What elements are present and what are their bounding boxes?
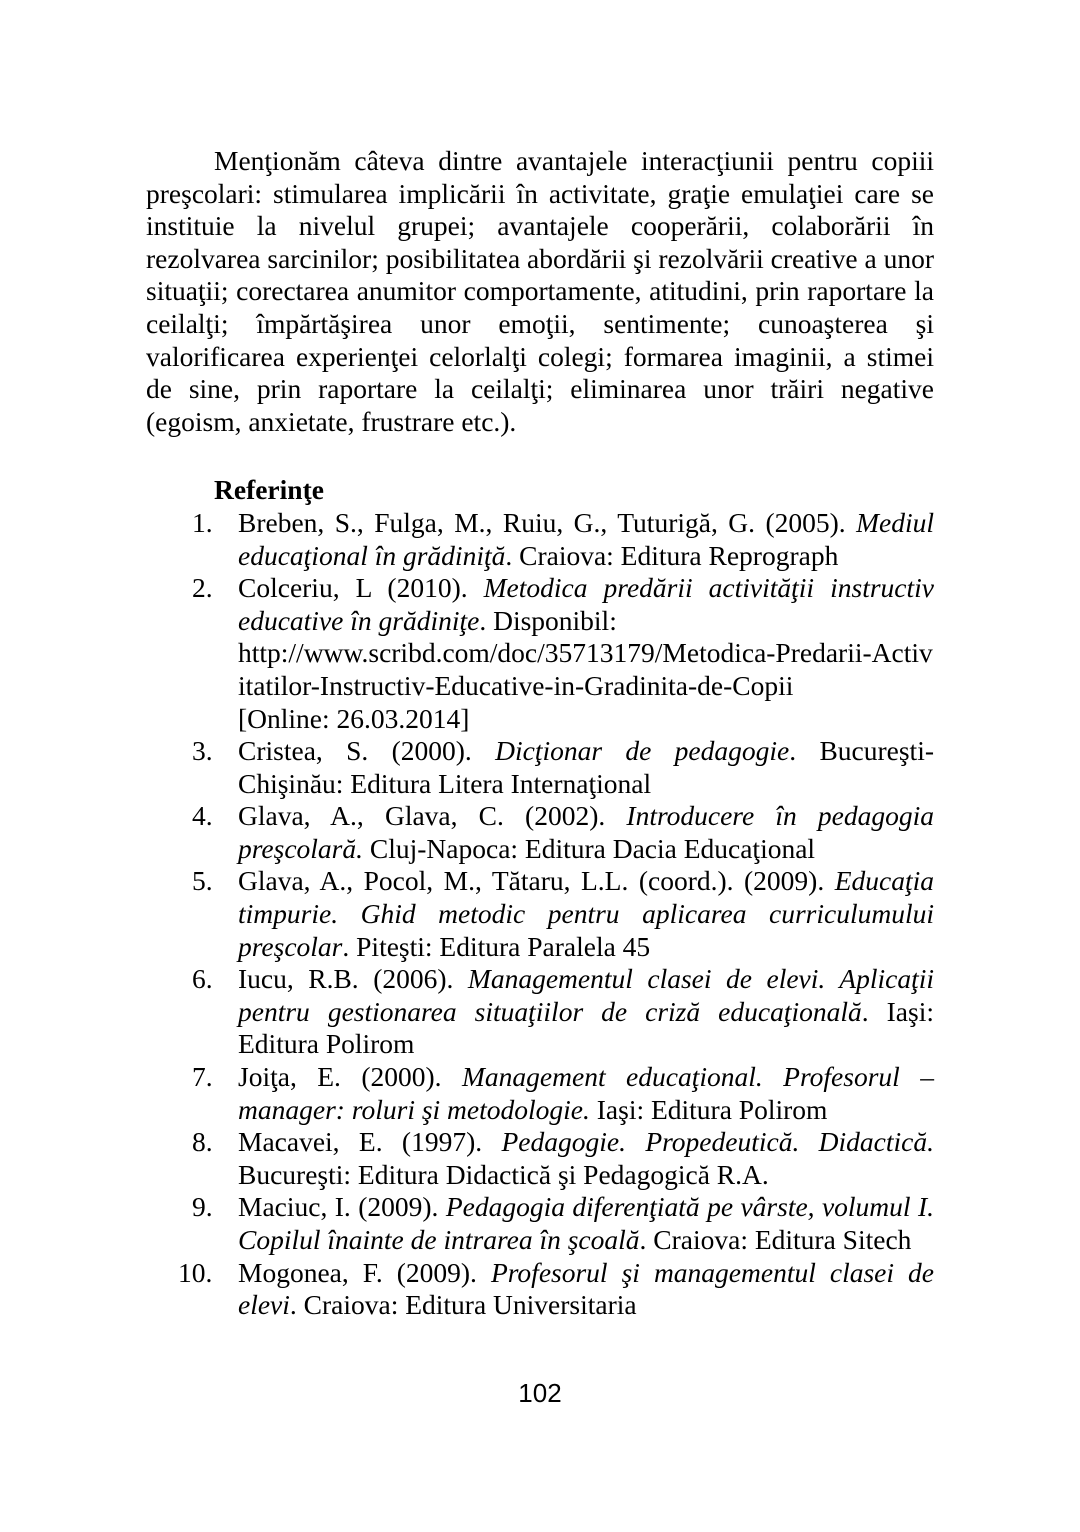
body-paragraph: Menţionăm câteva dintre avantajele interacţiunii pentru copiii preşcolari: stimularea implicării în activitate, graţie emulaţiei care se instituie la nivelul grupei; avantajele cooperării, colaborării în rezolvarea sarcinilor; posibilitatea abordării şi rezolvării creative a unor situaţii; corectarea anumitor comportamente, atitudini, prin raportare la ceilalţi; împărtăşirea unor emoţii, sentimente; cunoaşterea şi valorificarea experienţei celorlalţi colegi; formarea imaginii, a stimei de sine, prin raportare la ceilalţi; eliminarea unor trăiri negative (egoism, anxietate, frustrare etc.). [146,145,934,437]
reference-authors: Mogonea, F. (2009). [238,1256,491,1288]
reference-publisher: . Iaşi: Editura Polirom [238,995,934,1060]
reference-authors: Glava, A., Pocol, M., Tătaru, L.L. (coord.). (2009). [238,865,835,897]
reference-title: Mediul educaţional în grădiniţă [238,506,934,571]
reference-publisher: . Bucureşti-Chişinău: Editura Litera Internaţional [238,735,934,799]
reference-number: 5. [192,865,213,897]
reference-publisher: . Craiova: Editura Reprograph [505,539,839,571]
reference-title: Metodica predării activităţii instructiv educative în grădiniţe [238,572,934,636]
reference-publisher: Iaşi: Editura Polirom [589,1093,828,1125]
reference-number: 1. [192,506,213,538]
reference-title: Managementul clasei de elevi. Aplicaţii pentru gestionarea situaţiilor de criză educaţională [238,963,934,1027]
reference-title: Pedagogia diferenţiată pe vârste, volumul I. Copilul înainte de intrarea în şcoală [238,1191,934,1255]
reference-publisher: Cluj-Napoca: Editura Dacia Educaţional [363,832,816,864]
reference-authors: Glava, A., Glava, C. (2002). [238,800,627,832]
page-content [146,145,934,1322]
reference-number: 8. [192,1126,213,1158]
reference-title: Pedagogie. Propedeutică. Didactică. [501,1126,934,1158]
reference-authors: Macavei, E. (1997). [238,1126,502,1158]
reference-number: 7. [192,1061,213,1093]
reference-publisher: . Disponibil: [479,604,617,636]
reference-number: 6. [192,963,213,995]
reference-item [146,865,934,963]
reference-url[interactable]: http://www.scribd.com/doc/35713179/Metodica-Predarii-Activitatilor-Instructiv-Educative-in-Gradinita-de-Copii [238,637,933,701]
page-number: 102 [518,1378,562,1408]
reference-title: Introducere în pedagogia preşcolară. [238,800,935,864]
reference-number: 2. [192,572,213,604]
reference-item [146,1191,934,1256]
reference-item [146,735,934,800]
reference-item [146,1126,934,1191]
references-list [146,507,934,1322]
reference-authors: Joiţa, E. (2000). [238,1061,463,1093]
reference-number: 3. [192,735,213,767]
reference-title: Profesorul şi managementul clasei de elevi [238,1256,934,1321]
reference-publisher: Bucureşti: Editura Didactică şi Pedagogică R.A. [238,1158,769,1190]
reference-item [146,1061,934,1126]
reference-publisher: . Craiova: Editura Universitaria [289,1289,637,1321]
reference-item [146,1257,934,1322]
reference-item [146,507,934,572]
reference-title: Educaţia timpurie. Ghid metodic pentru aplicarea curriculumului preşcolar [238,865,934,962]
reference-title: Dicţionar de pedagogie [495,735,790,767]
reference-authors: Maciuc, I. (2009). [238,1191,446,1223]
reference-authors: Breben, S., Fulga, M., Ruiu, G., Tuturigă, G. (2005). [238,506,857,538]
reference-publisher: . Craiova: Editura Sitech [639,1224,912,1255]
reference-authors: Iucu, R.B. (2006). [238,963,468,995]
reference-item [146,572,934,735]
reference-authors: Colceriu, L (2010). [238,572,484,604]
reference-title: Management educaţional. Profesorul – manager: roluri şi metodologie. [238,1061,934,1125]
reference-item [146,963,934,1061]
reference-number: 4. [192,800,213,832]
reference-number: 10. [178,1256,213,1288]
reference-publisher: . Piteşti: Editura Paralela 45 [342,930,651,962]
reference-number: 9. [192,1191,213,1223]
reference-item [146,800,934,865]
references-heading: Referinţe [214,474,324,506]
reference-authors: Cristea, S. (2000). [238,735,496,767]
reference-access-date: [Online: 26.03.2014] [238,702,470,734]
